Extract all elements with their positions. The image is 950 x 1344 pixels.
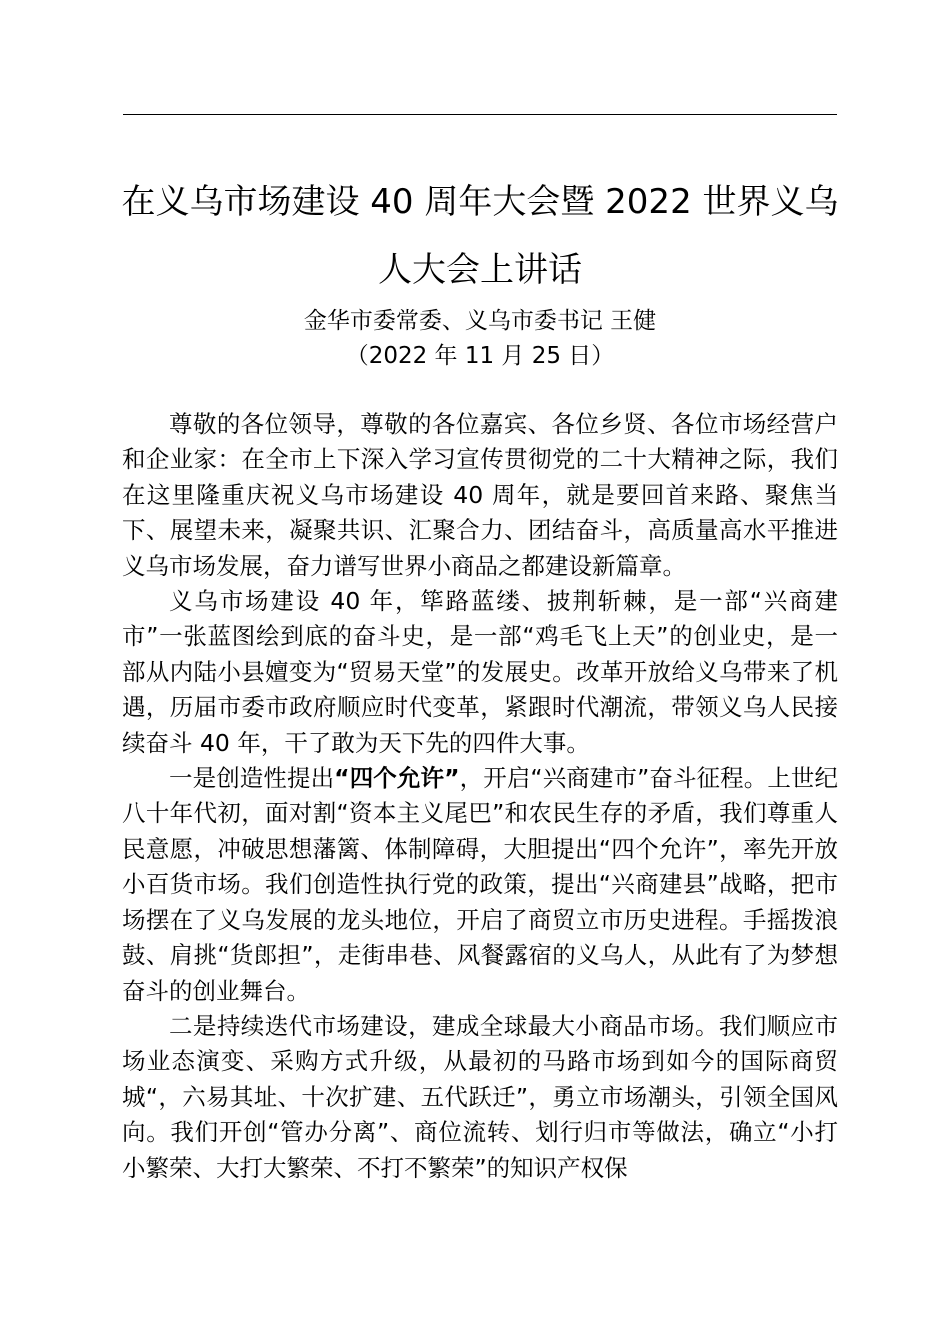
paragraph-first-event-text: ，开启“兴商建市”奋斗征程。上世纪八十年代初，面对割“资本主义尾巴”和农民生存的矛盾，我们尊重人民意愿，冲破思想藩篱、体制障碍，大胆提出“四个允许”，率先开放小百货市场。我们创造性执行党的政策，提出“兴商建县”战略，把市场摆在了义乌发展的龙头地位，开启了商贸立市历史进程。手摇拨浪鼓、肩挑“货郎担”，走街串巷、风餐露宿的义乌人，从此有了为梦想奋斗的创业舞台。 (122, 764, 839, 1005)
header-rule (123, 114, 837, 115)
paragraph-greeting: 尊敬的各位领导，尊敬的各位嘉宾、各位乡贤、各位市场经营户和企业家：在全市上下深入学习宣传贯彻党的二十大精神之际，我们在这里隆重庆祝义乌市场建设 40 周年，就是要回首来路、聚焦当下、展望未来，凝聚共识、汇聚合力、团结奋斗，高质量高水平推进义乌市场发展，奋力谱写世界小商品之都建设新篇章。 (122, 410, 838, 580)
speech-date: （2022 年 11 月 25 日） (345, 343, 615, 369)
author-line: 金华市委常委、义乌市委书记 王健 (303, 308, 657, 334)
paragraph-second-event: 二是持续迭代市场建设，建成全球最大小商品市场。我们顺应市场业态演变、采购方式升级，从最初的马路市场到如今的国际商贸城“，六易其址、十次扩建、五代跃迁”，勇立市场潮头，引领全国风向。我们开创“管办分离”、商位流转、划行归市等做法，确立“小打小繁荣、大打大繁荣、不打不繁荣”的知识产权保 (122, 1011, 838, 1182)
four-permissions-emphasis: “四个允许” (334, 764, 460, 793)
paragraph-first-event-lead: 一是创造性提出 (169, 764, 335, 793)
document-title-line-2: 人大会上讲话 (378, 250, 582, 290)
speech-body (122, 407, 838, 1186)
paragraph-first-event (122, 761, 838, 1009)
document-title-line-1: 在义乌市场建设 40 周年大会暨 2022 世界义乌 (121, 182, 839, 222)
paragraph-history: 义乌市场建设 40 年，筚路蓝缕、披荆斩棘，是一部“兴商建市”一张蓝图绘到底的奋斗史，是一部“鸡毛飞上天”的创业史，是一部从内陆小县嬗变为“贸易天堂”的发展史。改革开放给义乌带来了机遇，历届市委市政府顺应时代变革，紧跟时代潮流，带领义乌人民接续奋斗 40 年，干了敢为天下先的四件大事。 (122, 587, 838, 757)
